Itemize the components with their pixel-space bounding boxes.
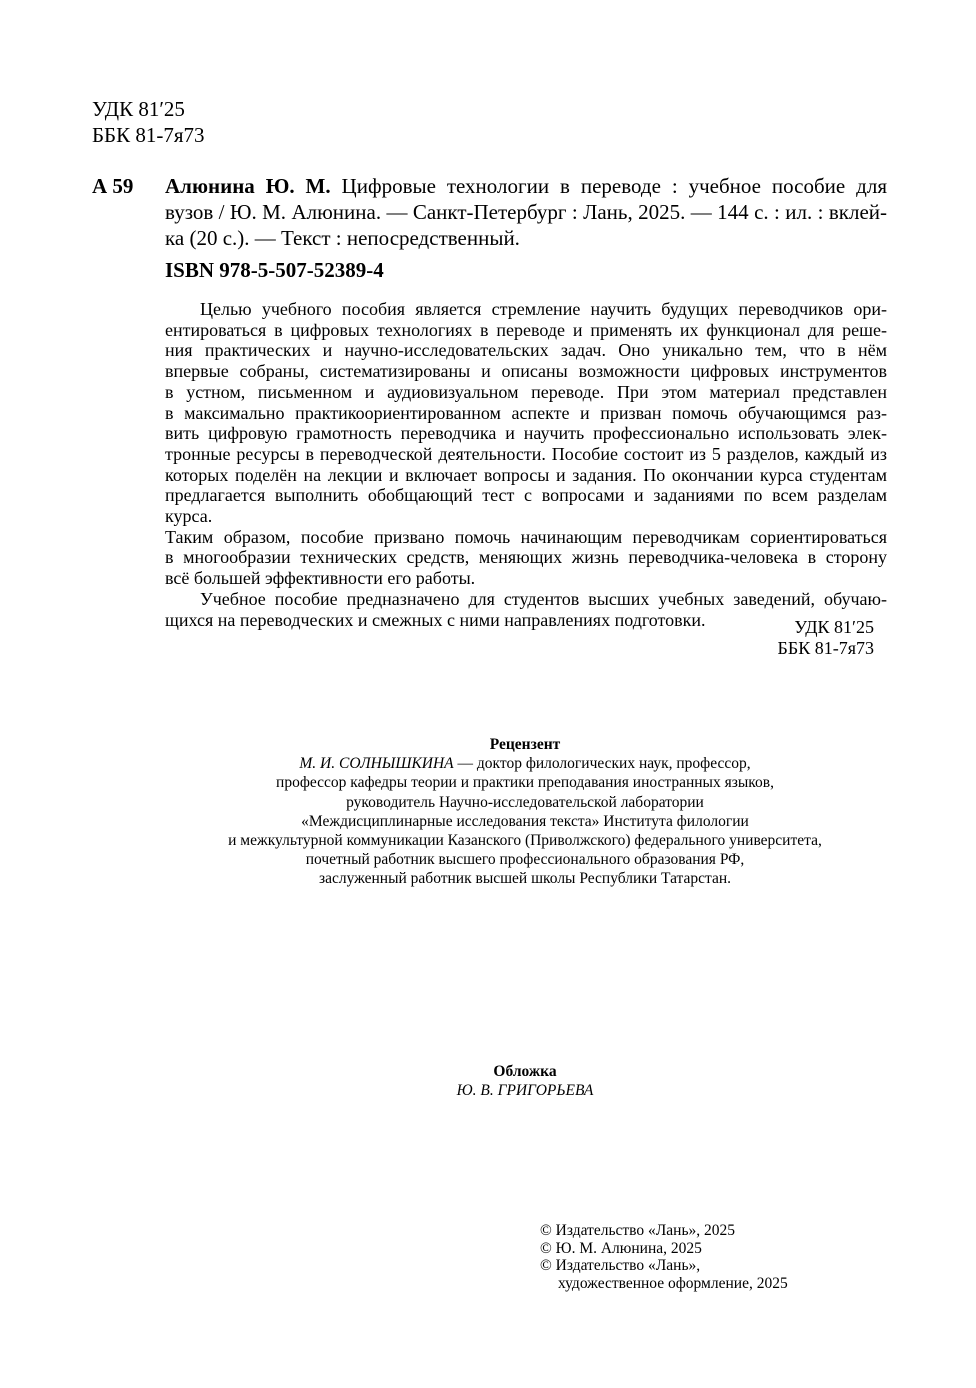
copyright-line: художественное оформление, 2025 [558, 1274, 788, 1292]
author-name: Алюнина Ю. М. [165, 174, 331, 198]
cover-block [0, 1062, 976, 1100]
udk-code: УДК 81′25 [92, 97, 185, 121]
reviewer-line: почетный работник высшего профессионального образования РФ, [305, 851, 745, 869]
cover-heading: Обложка [493, 1063, 557, 1080]
udk-code: УДК 81′25 [794, 617, 874, 637]
biblio-line-3: ка (20 с.). — Текст : непосредственный. [165, 226, 520, 250]
biblio-line-1 [165, 173, 887, 199]
biblio-line-2: вузов / Ю. М. Алюнина. — Санкт-Петербург : Лань, 2025. — 144 с. : ил. : вклей- [165, 200, 887, 224]
reviewer-line: «Междисциплинарные исследования текста» Института филологии [301, 812, 749, 830]
isbn: ISBN 978-5-507-52389-4 [165, 258, 384, 282]
abstract-line: в многообразии технических средств, меняющих жизнь переводчика-человека в сторону [165, 547, 887, 568]
abstract-line: в устном, письменном и аудиовизуальном переводе. При этом материал представлен [165, 381, 887, 402]
abstract-line: Учебное пособие предназначено для студентов высших учебных заведений, обучаю- [200, 588, 887, 609]
copyright-line: © Издательство «Лань», 2025 [540, 1222, 736, 1239]
bbk-code: ББК 81-7я73 [92, 123, 205, 147]
abstract-line: тронные ресурсы в переводческой деятельности. Пособие состоит из 5 разделов, каждый из [165, 443, 887, 464]
abstract-line: ния практических и научно-исследовательских задач. Оно уникально тем, что в нём [165, 340, 887, 361]
abstract-line: которых поделён на лекции и включает вопросы и задания. По окончании курса студентам [165, 464, 887, 485]
cover-designer-name: Ю. В. ГРИГОРЬЕВА [456, 1082, 594, 1100]
abstract-line: в максимально практикоориентированном аспекте и призван помочь обучающимся раз- [165, 402, 887, 423]
top-classification-codes [92, 96, 205, 148]
bbk-code: ББК 81-7я73 [777, 638, 874, 658]
abstract-line: вить цифровую грамотность переводчика и научить профессионально использовать элек- [165, 423, 887, 444]
reviewer-line: и межкультурной коммуникации Казанского (Приволжского) федерального университета, [228, 832, 822, 850]
reviewer-line: заслуженный работник высшей школы Республики Татарстан. [318, 870, 732, 888]
abstract-line: предлагается выполнить обобщающий тест с вопросами и заданиями по всем разделам курса. [165, 485, 887, 527]
reviewer-name: М. И. СОЛНЫШКИНА [299, 755, 454, 773]
abstract-line: впервые собраны, систематизированы и описаны возможности цифровых инструментов [165, 361, 887, 382]
reviewer-title: — доктор филологических наук, профессор, [453, 755, 751, 773]
abstract-line: всё большей эффективности его работы. [165, 568, 476, 589]
bibliographic-entry [165, 173, 887, 251]
copyright-line: © Издательство «Лань», [540, 1257, 701, 1274]
author-index-code: А 59 [92, 174, 134, 198]
bottom-classification-codes [778, 617, 874, 659]
reviewer-heading: Рецензент [489, 736, 561, 753]
title-text: Цифровые технологии в переводе : учебное пособие для [330, 174, 887, 198]
copyright-block [540, 1222, 788, 1292]
abstract [165, 299, 887, 630]
abstract-line: щихся на переводческих и смежных с ними направлениях подготовки. [165, 609, 706, 630]
reviewer-line: руководитель Научно-исследовательской лаборатории [346, 793, 704, 811]
reviewer-block [0, 735, 976, 889]
reviewer-line [0, 754, 976, 773]
abstract-line: ентироваться в цифровых технологиях в переводе и применять их функционал для реше- [165, 319, 887, 340]
abstract-line: Целью учебного пособия является стремление научить будущих переводчиков ори- [200, 299, 887, 319]
copyright-line: © Ю. М. Алюнина, 2025 [540, 1239, 702, 1257]
abstract-line: Таким образом, пособие призвано помочь начинающим переводчикам сориентироваться [165, 526, 887, 547]
reviewer-line: профессор кафедры теории и практики преподавания иностранных языков, [276, 774, 774, 792]
